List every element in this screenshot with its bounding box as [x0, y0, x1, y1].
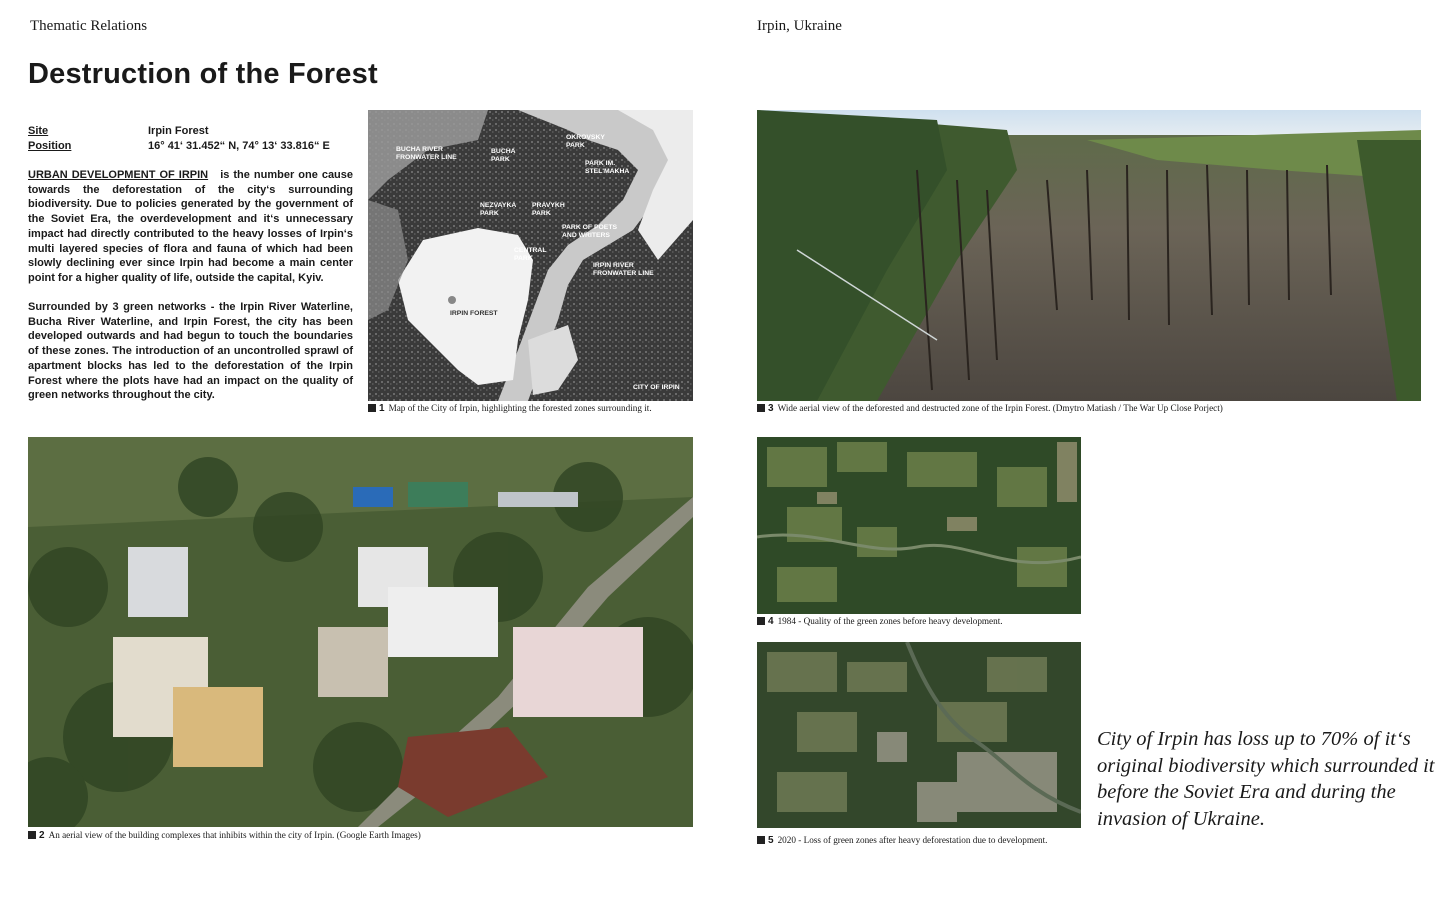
- map-label-bucha: BUCHA RIVER FRONWATER LINE: [396, 146, 457, 161]
- caption-number: 5: [768, 835, 774, 846]
- caption-number: 1: [379, 403, 385, 414]
- caption-marker: [368, 404, 376, 412]
- caption-4: [757, 615, 1003, 628]
- caption-text: 1984 - Quality of the green zones before heavy development.: [777, 616, 1003, 626]
- site-value: Irpin Forest: [148, 125, 209, 137]
- map-label-stelmakh: PARK IM. STEL'MAKHA: [585, 160, 630, 175]
- map-label-bucha-park: BUCHA PARK: [491, 148, 516, 163]
- map-label-central: CENTRAL PARK: [514, 247, 547, 262]
- map-label-pravykh: PRAVYKH PARK: [532, 202, 565, 217]
- site-row: [28, 124, 330, 139]
- caption-2: [28, 829, 421, 842]
- map-label-poets: PARK OF POETS AND WRITERS: [562, 224, 618, 239]
- running-head-right: Irpin, Ukraine: [757, 18, 842, 34]
- satellite-2020-graphic: [757, 642, 1081, 828]
- caption-number: 2: [39, 830, 45, 841]
- caption-marker: [757, 404, 765, 412]
- caption-number: 4: [768, 616, 774, 627]
- body-lead: URBAN DEVELOPMENT OF IRPIN: [28, 169, 209, 181]
- satellite-1984-graphic: [757, 437, 1081, 614]
- site-label: Site: [28, 125, 49, 137]
- caption-number: 3: [768, 403, 774, 414]
- page-title: Destruction of the Forest: [28, 58, 378, 90]
- aerial-city-photo: [28, 437, 693, 827]
- position-label: Position: [28, 140, 72, 152]
- body-paragraph-1-text: is the number one cause towards the deforestation of the city‘s surrounding biodiversity. Due to policies generated by the government of the Soviet Era, the overdevelopment and it‘s unnecessary impact had directly contributed to the heavy losses of Irpin‘s multi layered species of flora and fauna of which had been slowly declining ever since Irpin had become a main center point for a higher quality of life, outside the capital, Kyiv.: [28, 169, 354, 284]
- deforested-graphic: [757, 110, 1421, 401]
- caption-marker: [757, 836, 765, 844]
- aerial-city-graphic: [28, 437, 693, 827]
- map-figure: [368, 110, 693, 401]
- caption-1: [368, 402, 652, 415]
- satellite-1984-photo: [757, 437, 1081, 614]
- running-head-left: Thematic Relations: [30, 18, 148, 34]
- map-label-okrovsky: OKROVSKY PARK: [566, 134, 605, 149]
- position-value: 16° 41‘ 31.452“ N, 74° 13‘ 33.816“ E: [148, 140, 330, 152]
- position-row: [28, 139, 330, 154]
- caption-text: 2020 - Loss of green zones after heavy deforestation due to development.: [777, 835, 1048, 845]
- caption-marker: [757, 617, 765, 625]
- deforested-photo: [757, 110, 1421, 401]
- body-paragraph-1: [28, 168, 353, 286]
- satellite-2020-photo: [757, 642, 1081, 828]
- map-label-nezvayka: NEZVAYKA PARK: [480, 202, 517, 217]
- caption-marker: [28, 831, 36, 839]
- caption-text: An aerial view of the building complexes that inhibits within the city of Irpin. (Google Earth Images): [48, 830, 421, 840]
- pull-quote: City of Irpin has loss up to 70% of it‘s original biodiversity which surrounded it before the Soviet Era and during the invasion of Ukraine.: [1097, 728, 1435, 830]
- map-label-forest: IRPIN FOREST: [450, 310, 498, 317]
- map-label-irpin-river: IRPIN RIVER FRONWATER LINE: [593, 262, 654, 277]
- caption-text: Map of the City of Irpin, highlighting the forested zones surrounding it.: [388, 403, 652, 413]
- caption-3: [757, 402, 1223, 415]
- caption-text: Wide aerial view of the deforested and destructed zone of the Irpin Forest. (Dmytro Matiash / The War Up Close Porject): [777, 403, 1223, 413]
- caption-5: [757, 834, 1047, 847]
- map-label-city: CITY OF IRPIN: [633, 384, 680, 391]
- site-meta: [28, 124, 330, 154]
- body-paragraph-2: Surrounded by 3 green networks - the Irpin River Waterline, Bucha River Waterline, and Irpin Forest, the city has been developed outwards and had begun to touch the boundaries of these zones. The introduction of an uncontrolled sprawl of apartment blocks has led to the deforestation of the Irpin Forest where the plots have had an impact on the quality of green networks throughout the city.: [28, 301, 353, 402]
